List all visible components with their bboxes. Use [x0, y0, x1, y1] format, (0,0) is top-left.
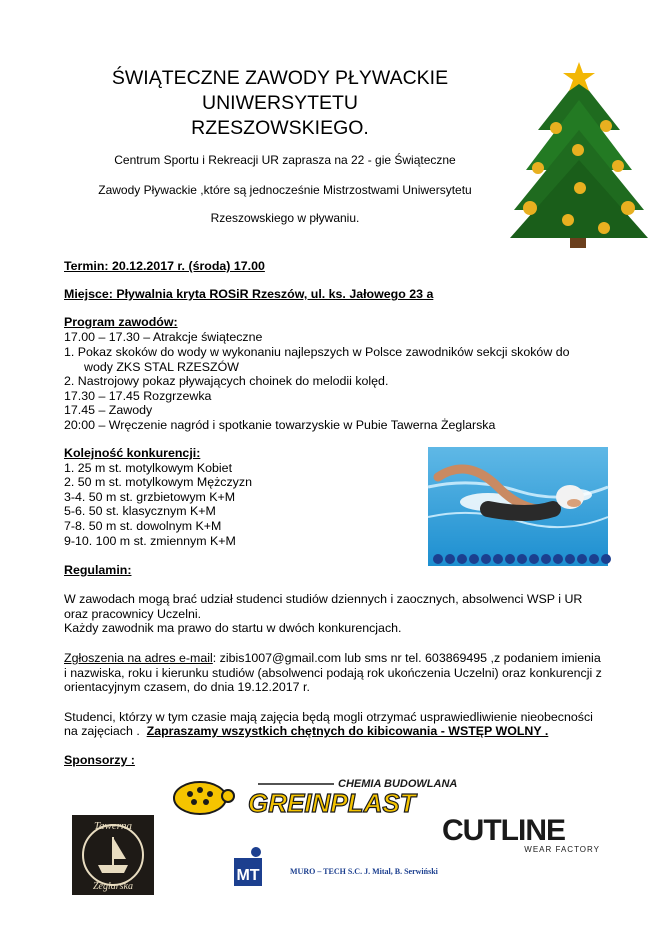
list-item: 2. 50 m st. motylkowym Mężczyzn	[64, 475, 252, 489]
studenci-line: Studenci, którzy w tym czasie mają zajęcia będą mogli otrzymać usprawiedliwienie nieobecności	[64, 710, 593, 724]
intro-line: Rzeszowskiego w pływaniu.	[210, 211, 360, 225]
cutline-sub: WEAR FACTORY	[524, 845, 600, 854]
studenci-prefix: na zajęciach .	[64, 724, 147, 738]
title-line: RZESZOWSKIEGO.	[191, 117, 369, 139]
regulamin-line: oraz pracownicy Uczelni.	[64, 607, 202, 621]
program-heading: Program zawodów:	[64, 315, 178, 329]
greinplast-name: GREINPLAST	[248, 788, 416, 818]
tawerna-bottom: Żeglarska	[93, 881, 133, 892]
zgloszenia-line: orientacyjnym czasem, do dnia 19.12.2017 r.	[64, 680, 310, 694]
regulamin-line: W zawodach mogą brać udział studenci studiów dziennych i zaocznych, absolwenci WSP i UR	[64, 592, 583, 606]
regulamin-line: Każdy zawodnik ma prawo do startu w dwóch konkurencjach.	[64, 621, 402, 635]
greinplast-tagline: CHEMIA BUDOWLANA	[338, 778, 458, 790]
miejsce: Miejsce: Pływalnia kryta ROSiR Rzeszów, ul. ks. Jałowego 23 a	[64, 287, 434, 301]
list-item: 9-10. 100 m st. zmiennym K+M	[64, 534, 236, 548]
invitation: Zapraszamy wszystkich chętnych do kibicowania - WSTĘP WOLNY .	[146, 724, 549, 738]
tawerna-top: Tawerna	[93, 820, 133, 832]
cutline-name: CUTLINE	[442, 814, 565, 847]
program-line: wody ZKS STAL RZESZÓW	[84, 360, 239, 374]
cutline-logo	[442, 812, 604, 856]
zgloszenia-label: Zgłoszenia na adres e-mail	[64, 651, 213, 665]
program-line: 17.45 – Zawody	[64, 403, 153, 417]
zgloszenia-line	[64, 651, 601, 666]
studenci-line	[64, 724, 548, 739]
termin: Termin: 20.12.2017 r. (środa) 17.00	[64, 259, 265, 273]
murotech-name: MURO – TECH S.C. J. Mital, B. Serwiński	[290, 867, 438, 876]
program-line: 17.00 – 17.30 – Atrakcje świąteczne	[64, 330, 263, 344]
tawerna-logo	[72, 815, 154, 895]
title-line: UNIWERSYTETU	[202, 92, 358, 114]
intro-line: Zawody Pływackie ,które są jednocześnie Mistrzostwami Uniwersytetu	[98, 183, 472, 197]
program-line: 17.30 – 17.45 Rozgrzewka	[64, 389, 212, 403]
murotech-logo	[232, 842, 442, 890]
list-item: 3-4. 50 m st. grzbietowym K+M	[64, 490, 236, 504]
kolejnosc-heading: Kolejność konkurencji:	[64, 446, 201, 460]
greinplast-logo	[168, 772, 458, 818]
page-title	[70, 66, 490, 141]
christmas-tree-icon	[508, 60, 650, 250]
title-line: ŚWIĄTECZNE ZAWODY PŁYWACKIE	[111, 67, 449, 89]
list-item: 5-6. 50 st. klasycznym K+M	[64, 504, 216, 518]
zgloszenia-contact: : zibis1007@gmail.com lub sms nr tel. 603869495 ,z podaniem imienia	[212, 651, 601, 665]
zgloszenia-line: i nazwiska, roku i kierunku studiów (absolwenci podają rok ukończenia Uczelni) oraz konkurencji z	[64, 666, 602, 680]
sponsorzy-heading: Sponsorzy :	[64, 753, 135, 767]
intro-line: Centrum Sportu i Rekreacji UR zaprasza na 22 - gie Świąteczne	[114, 153, 456, 167]
program-line: 20:00 – Wręczenie nagród i spotkanie towarzyskie w Pubie Tawerna Żeglarska	[64, 418, 496, 432]
list-item: 1. 25 m st. motylkowym Kobiet	[64, 461, 233, 475]
program-line: 1. Pokaz skoków do wody w wykonaniu najlepszych w Polsce zawodników sekcji skoków do	[64, 345, 570, 359]
svg-text:MT: MT	[236, 867, 260, 884]
program-line: 2. Nastrojowy pokaz pływających choinek do melodii kolęd.	[64, 374, 389, 388]
regulamin-heading: Regulamin:	[64, 563, 132, 577]
list-item: 7-8. 50 m st. dowolnym K+M	[64, 519, 222, 533]
swimmer-photo	[428, 447, 608, 566]
